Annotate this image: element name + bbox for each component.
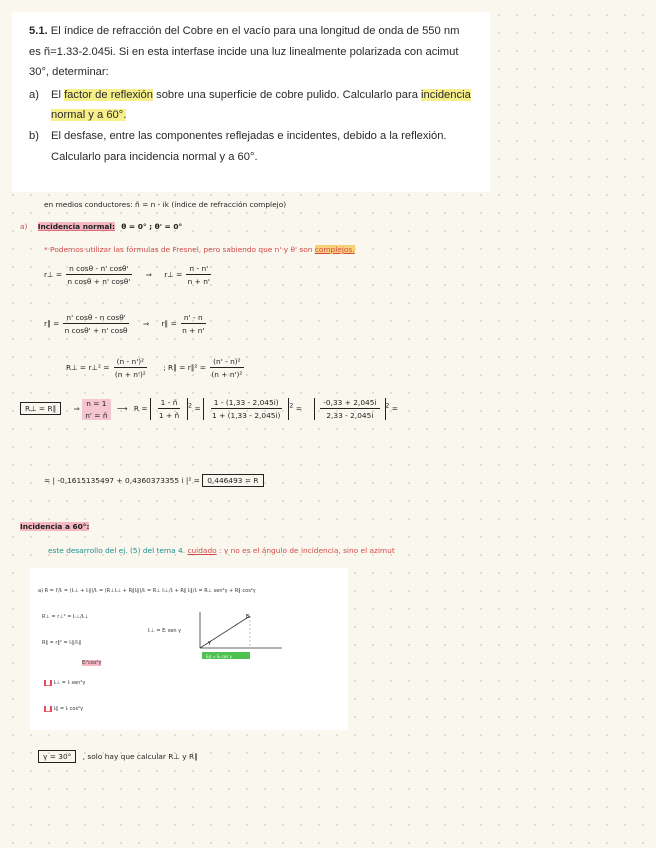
sketch-line-8: Eᵢ²cos²γ	[82, 660, 102, 666]
item-a-label: a)	[29, 88, 39, 101]
R-equations: R⊥ = r⊥² = $\frac{\text{(n - n')²}}{\text{(n + n')²}}$ ; R∥ = r∥² = $\frac{\text{(n' - n)²}}{\text{(n + n')²}}$	[66, 357, 245, 379]
problem-statement	[12, 12, 490, 192]
fresnel-note	[44, 245, 355, 254]
result-box: 0,446493 = R	[202, 474, 263, 487]
polarization-diagram	[190, 608, 290, 668]
azimut-warning: : γ no es el ángulo de incidencia, sino el azimut	[219, 546, 395, 555]
incidence-angles: θ = 0° ; θ' = 0°	[121, 222, 183, 231]
r-par-fraction: $\frac{\text{n' cosθ - n cosθ'}}{\text{n cosθ' + n' cosθ}}$	[64, 313, 128, 335]
problem-intro-text: El índice de refracción del Cobre en el vacío para una longitud de onda de 550 nm es ñ=1.33-2.045i. Si en esta interfase incide una luz linealmente polarizada con acimut 30°, determinar:	[29, 25, 460, 79]
sketch-line-6: ▇ Iᵢ⊥ = Iᵢ sen²γ	[46, 680, 86, 686]
incidencia-normal-title: Incidencia normal:	[37, 222, 115, 231]
r-perp-simplified: $\frac{n - n'}{n + n'}$	[187, 264, 210, 286]
cuidado-word: cuidado	[187, 546, 217, 555]
problem-intro	[29, 21, 474, 83]
R-equal-box: R⊥ = R∥	[20, 402, 61, 415]
item-b-label: b)	[29, 129, 39, 142]
problem-number: 5.1.	[29, 25, 48, 37]
item-a-text: El factor de reflexión sobre una superficie de cobre pulido. Calcularlo para incidencia normal y a 60°.	[51, 88, 471, 122]
pasted-derivation-image	[30, 568, 348, 730]
part-a-label: a)	[20, 222, 28, 231]
svg-text:Eᵢ∥ = Eᵢ cos γ: Eᵢ∥ = Eᵢ cos γ	[206, 654, 233, 659]
gamma-line	[38, 752, 198, 761]
svg-text:Eᵢ: Eᵢ	[246, 614, 251, 620]
abs-fraction-1: $\frac{1 - ñ}{1 + ñ}$	[150, 398, 188, 420]
r-par-equation: r∥ = $\frac{\text{n' cosθ - n cosθ'}}{\text{n cosθ' + n' cosθ}}$ ⇒ r∥ = $\frac{n' - n}{n + n'}$	[44, 313, 207, 335]
complejos-highlight: complejos.	[314, 245, 355, 254]
abs-fraction-2: $\frac{1 - (1,33 - 2,045i)}{1 + (1,33 - 2,045i)}$	[203, 398, 289, 420]
desarrollo-ref: este desarrollo del ej. (5) del tema 4.	[48, 546, 186, 555]
item-b-text: El desfase, entre las componentes reflejadas e incidentes, debido a la reflexión. Calcularlo para incidencia normal y a 60°.	[51, 129, 447, 163]
R-perp-fraction: $\frac{\text{(n - n')²}}{\text{(n + n')²}}$	[114, 357, 146, 379]
problem-item-b	[29, 126, 474, 167]
r-perp-fraction: $\frac{\text{n cosθ - n' cosθ'}}{\text{n cosθ + n' cosθ'}}$	[67, 264, 131, 286]
condition-n: n = 1 n' = ñ	[82, 399, 110, 420]
problem-item-a	[29, 85, 474, 126]
highlight-factor-reflexion: factor de reflexión	[64, 88, 153, 101]
incidencia-60-title: Incidencia a 60°:	[20, 522, 90, 531]
R-par-fraction: $\frac{\text{(n' - n)²}}{\text{(n + n')²}}$	[211, 357, 243, 379]
sketch-line-2: R⊥ = r⊥² = Iᵣ⊥/Iᵢ⊥	[42, 614, 89, 620]
fresnel-note-text: * Podemos utilizar las fórmulas de Fresnel, pero sabiendo que n' y θ' son	[44, 245, 313, 254]
desarrollo-note	[48, 546, 395, 555]
r-par-simplified: $\frac{n' - n}{n + n'}$	[182, 313, 205, 335]
problem-items	[29, 85, 474, 167]
part-a-heading	[20, 222, 182, 231]
result-expression: = | -0,1615135497 + 0,4360373355 i |² =	[44, 476, 200, 485]
final-note: , solo hay que calcular R⊥ y R∥	[82, 752, 198, 761]
sketch-line-7: ▇ Iᵢ∥ = Iᵢ cos²γ	[46, 706, 84, 712]
sketch-line-1: a) R = Iʳ/Iᵢ = (Iᵣ⊥ + Iᵣ∥)/Iᵢ = (R⊥Iᵢ⊥ + R∥Iᵢ∥)/Iᵢ = R⊥ Iᵢ⊥/Iᵢ + R∥ Iᵢ∥/Iᵢ = R⊥ sen²γ + R∥ cos²γ	[38, 588, 256, 594]
highlight-incidencia: incidencia normal y a 60°.	[51, 88, 471, 122]
sketch-line-4: Iᵢ⊥ = Eᵢ sen γ	[148, 628, 182, 634]
sketch-line-3: R∥ = r∥² = Iᵣ∥/Iᵢ∥	[42, 640, 82, 646]
complex-index-note: en medios conductores: ñ = n - ik (índice de refracción complejo)	[44, 200, 287, 209]
abs-fraction-3: $\frac{-0,33 + 2,045i}{2,33 - 2,045i}$	[314, 398, 385, 420]
R-result	[44, 476, 264, 485]
svg-text:γ: γ	[208, 640, 211, 646]
R-evaluation: R⊥ = R∥ ⇒ n = 1 n' = ñ ⟶ R = $\frac{1 - ñ}{1 + ñ}$ $^2$ = $\frac{1 - (1,33 - 2,045i)}{1 + (1,33 - 2,045i)}$ $^2$ = $\frac{-0,33 + 2,045i}{2,33 - 2,045i}$ $^2$ =	[20, 398, 398, 420]
gamma-box: γ = 30°	[38, 750, 76, 763]
r-perp-equation: r⊥ = $\frac{\text{n cosθ - n' cosθ'}}{\text{n cosθ + n' cosθ'}}$ ⇒ r⊥ = $\frac{n - n'}{n + n'}$	[44, 264, 213, 286]
